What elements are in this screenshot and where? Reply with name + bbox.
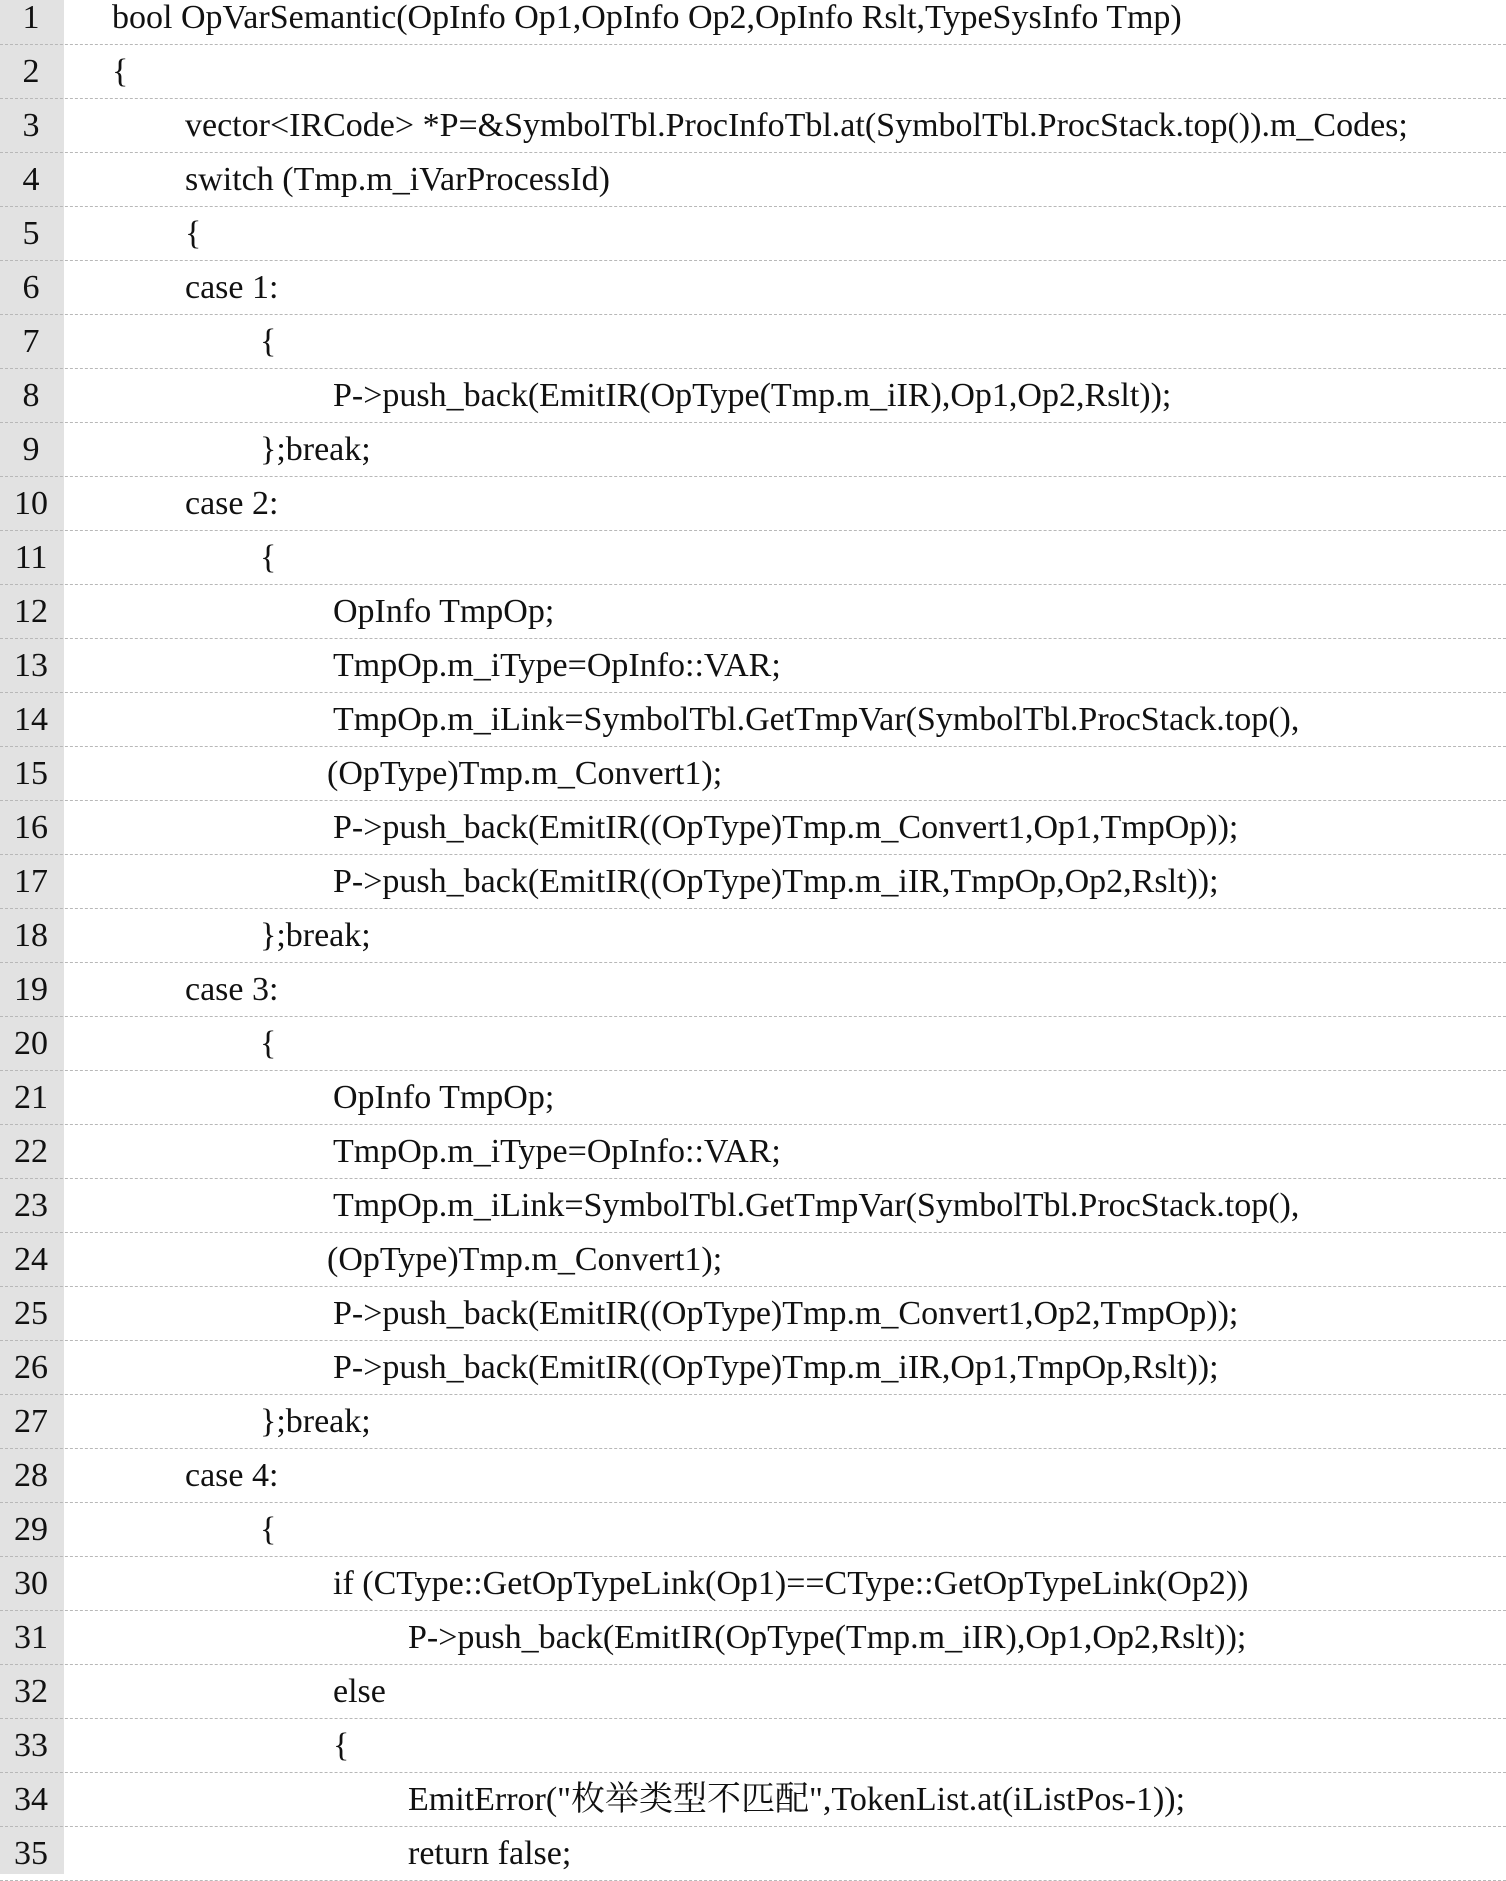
code-line bbox=[0, 639, 1506, 693]
line-number: 24 bbox=[14, 1241, 48, 1278]
code-line bbox=[0, 963, 1506, 1017]
line-number: 26 bbox=[14, 1349, 48, 1386]
code-line bbox=[0, 1665, 1506, 1719]
code-text: };break; bbox=[260, 917, 371, 954]
line-number: 32 bbox=[14, 1673, 48, 1710]
line-number: 33 bbox=[14, 1727, 48, 1764]
code-line bbox=[0, 747, 1506, 801]
code-text: EmitError("枚举类型不匹配",TokenList.at(iListPos-1)); bbox=[408, 1781, 1186, 1818]
code-text: TmpOp.m_iLink=SymbolTbl.GetTmpVar(SymbolTbl.ProcStack.top(), bbox=[333, 1187, 1300, 1224]
line-number: 29 bbox=[14, 1511, 48, 1548]
code-text: bool OpVarSemantic(OpInfo Op1,OpInfo Op2,OpInfo Rslt,TypeSysInfo Tmp) bbox=[112, 0, 1182, 36]
code-text: (OpType)Tmp.m_Convert1); bbox=[327, 1241, 723, 1278]
code-line bbox=[0, 153, 1506, 207]
code-line bbox=[0, 1071, 1506, 1125]
code-line bbox=[0, 315, 1506, 369]
line-number: 17 bbox=[14, 863, 48, 900]
code-line bbox=[0, 801, 1506, 855]
line-number: 6 bbox=[22, 269, 40, 306]
code-line bbox=[0, 1233, 1506, 1287]
line-number: 5 bbox=[22, 215, 40, 252]
code-text: P->push_back(EmitIR((OpType)Tmp.m_iIR,TmpOp,Op2,Rslt)); bbox=[333, 863, 1219, 900]
code-line bbox=[0, 423, 1506, 477]
line-number: 4 bbox=[22, 161, 40, 198]
line-number: 11 bbox=[14, 539, 48, 576]
code-text: { bbox=[260, 1025, 277, 1062]
code-text: (OpType)Tmp.m_Convert1); bbox=[327, 755, 723, 792]
line-number: 2 bbox=[22, 53, 40, 90]
line-number: 16 bbox=[14, 809, 48, 846]
code-line bbox=[0, 855, 1506, 909]
code-line bbox=[0, 1719, 1506, 1773]
code-line bbox=[0, 45, 1506, 99]
code-line bbox=[0, 1449, 1506, 1503]
code-text: case 1: bbox=[185, 269, 279, 306]
code-line bbox=[0, 693, 1506, 747]
line-number: 10 bbox=[14, 485, 48, 522]
code-text: switch (Tmp.m_iVarProcessId) bbox=[185, 161, 610, 198]
line-number: 22 bbox=[14, 1133, 48, 1170]
line-number: 31 bbox=[14, 1619, 48, 1656]
line-number: 19 bbox=[14, 971, 48, 1008]
code-text: P->push_back(EmitIR(OpType(Tmp.m_iIR),Op1,Op2,Rslt)); bbox=[408, 1619, 1247, 1656]
line-number: 3 bbox=[22, 107, 40, 144]
line-number: 20 bbox=[14, 1025, 48, 1062]
line-number: 7 bbox=[22, 323, 40, 360]
code-text: P->push_back(EmitIR((OpType)Tmp.m_Convert1,Op1,TmpOp)); bbox=[333, 809, 1239, 846]
code-text: { bbox=[112, 53, 129, 90]
code-text: OpInfo TmpOp; bbox=[333, 593, 555, 630]
code-text: case 4: bbox=[185, 1457, 279, 1494]
line-number: 30 bbox=[14, 1565, 48, 1602]
code-line bbox=[0, 1287, 1506, 1341]
code-text: else bbox=[333, 1673, 386, 1710]
line-number: 34 bbox=[14, 1781, 48, 1818]
line-number: 1 bbox=[22, 0, 40, 36]
line-number: 8 bbox=[22, 377, 40, 414]
code-line bbox=[0, 207, 1506, 261]
code-text: case 3: bbox=[185, 971, 279, 1008]
line-number: 28 bbox=[14, 1457, 48, 1494]
code-line bbox=[0, 909, 1506, 963]
code-text: { bbox=[260, 1511, 277, 1548]
line-number: 15 bbox=[14, 755, 48, 792]
code-line bbox=[0, 531, 1506, 585]
code-line bbox=[0, 99, 1506, 153]
code-text: OpInfo TmpOp; bbox=[333, 1079, 555, 1116]
code-text: case 2: bbox=[185, 485, 279, 522]
code-text: return false; bbox=[408, 1835, 572, 1872]
line-number: 12 bbox=[14, 593, 48, 630]
code-line bbox=[0, 369, 1506, 423]
code-text: TmpOp.m_iLink=SymbolTbl.GetTmpVar(SymbolTbl.ProcStack.top(), bbox=[333, 701, 1300, 738]
line-number: 27 bbox=[14, 1403, 48, 1440]
code-line bbox=[0, 585, 1506, 639]
code-line bbox=[0, 0, 1506, 45]
code-text: vector<IRCode> *P=&SymbolTbl.ProcInfoTbl.at(SymbolTbl.ProcStack.top()).m_Codes; bbox=[185, 107, 1408, 144]
code-line bbox=[0, 1503, 1506, 1557]
code-text: if (CType::GetOpTypeLink(Op1)==CType::GetOpTypeLink(Op2)) bbox=[333, 1565, 1249, 1602]
line-number: 35 bbox=[14, 1835, 48, 1872]
code-text: P->push_back(EmitIR(OpType(Tmp.m_iIR),Op1,Op2,Rslt)); bbox=[333, 377, 1172, 414]
code-text: P->push_back(EmitIR((OpType)Tmp.m_Convert1,Op2,TmpOp)); bbox=[333, 1295, 1239, 1332]
code-line bbox=[0, 1179, 1506, 1233]
code-line bbox=[0, 1125, 1506, 1179]
code-text: { bbox=[333, 1727, 350, 1764]
code-line bbox=[0, 1773, 1506, 1827]
code-line bbox=[0, 1395, 1506, 1449]
code-text: TmpOp.m_iType=OpInfo::VAR; bbox=[333, 1133, 781, 1170]
code-line bbox=[0, 1611, 1506, 1665]
code-line bbox=[0, 1557, 1506, 1611]
line-number: 14 bbox=[14, 701, 48, 738]
line-number: 23 bbox=[14, 1187, 48, 1224]
code-line bbox=[0, 1017, 1506, 1071]
code-text: };break; bbox=[260, 1403, 371, 1440]
code-line bbox=[0, 1341, 1506, 1395]
code-text: P->push_back(EmitIR((OpType)Tmp.m_iIR,Op1,TmpOp,Rslt)); bbox=[333, 1349, 1219, 1386]
line-number: 9 bbox=[22, 431, 40, 468]
code-text: { bbox=[185, 215, 202, 252]
code-line bbox=[0, 477, 1506, 531]
code-text: };break; bbox=[260, 431, 371, 468]
code-line bbox=[0, 261, 1506, 315]
code-text: { bbox=[260, 539, 277, 576]
line-number: 18 bbox=[14, 917, 48, 954]
line-number: 25 bbox=[14, 1295, 48, 1332]
code-text: { bbox=[260, 323, 277, 360]
line-number: 21 bbox=[14, 1079, 48, 1116]
line-number: 13 bbox=[14, 647, 48, 684]
code-text: TmpOp.m_iType=OpInfo::VAR; bbox=[333, 647, 781, 684]
code-line bbox=[0, 1827, 1506, 1881]
